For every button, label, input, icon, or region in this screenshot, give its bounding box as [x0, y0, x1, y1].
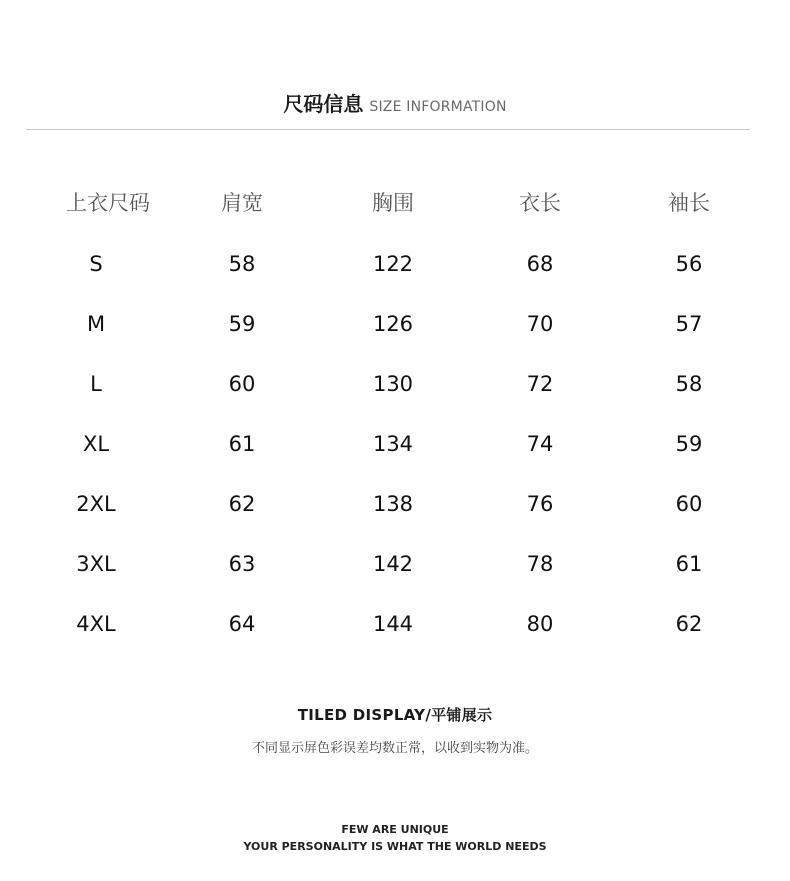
size-cell: 3XL	[76, 552, 116, 576]
section-header	[0, 88, 790, 117]
chest-cell: 122	[372, 252, 414, 276]
color-disclaimer: 不同显示屏色彩误差均数正常，以收到实物为准。	[251, 741, 538, 756]
size-cell: 4XL	[76, 612, 116, 636]
length-cell: 68	[526, 252, 554, 276]
section-title-cn: 尺码信息	[283, 92, 364, 116]
length-cell: 74	[526, 432, 554, 456]
length-cell: 70	[526, 312, 554, 336]
length-cell: 72	[526, 372, 554, 396]
size-cell: L	[90, 372, 102, 396]
column-header-chest: 胸围	[372, 191, 414, 215]
sleeve-cell: 58	[675, 372, 703, 396]
chest-cell: 144	[372, 612, 414, 636]
column-header-shoulder: 肩宽	[221, 191, 263, 215]
section-title-en: SIZE INFORMATION	[369, 99, 507, 115]
size-cell: 2XL	[76, 492, 116, 516]
size-cell: S	[89, 252, 103, 276]
table-row	[0, 481, 790, 527]
table-header-row	[0, 180, 790, 226]
length-cell: 78	[526, 552, 554, 576]
chest-cell: 126	[372, 312, 414, 336]
table-row	[0, 361, 790, 407]
slogan-line-2: YOUR PERSONALITY IS WHAT THE WORLD NEEDS	[243, 840, 547, 853]
chest-cell: 138	[372, 492, 414, 516]
table-row	[0, 421, 790, 467]
length-cell: 76	[526, 492, 554, 516]
chest-cell: 142	[372, 552, 414, 576]
size-cell: M	[86, 312, 106, 336]
column-header-sleeve: 袖长	[668, 191, 710, 215]
shoulder-cell: 59	[228, 312, 256, 336]
table-row	[0, 601, 790, 647]
sleeve-cell: 56	[675, 252, 703, 276]
length-cell: 80	[526, 612, 554, 636]
header-divider	[26, 129, 750, 130]
size-cell: XL	[82, 432, 110, 456]
tiled-display-title: TILED DISPLAY/平铺展示	[297, 706, 493, 724]
sleeve-cell: 60	[675, 492, 703, 516]
shoulder-cell: 61	[228, 432, 256, 456]
sleeve-cell: 57	[675, 312, 703, 336]
table-row	[0, 301, 790, 347]
shoulder-cell: 58	[228, 252, 256, 276]
table-row	[0, 541, 790, 587]
shoulder-cell: 63	[228, 552, 256, 576]
table-row	[0, 241, 790, 287]
column-header-size: 上衣尺码	[66, 191, 150, 215]
chest-cell: 134	[372, 432, 414, 456]
sleeve-cell: 61	[675, 552, 703, 576]
sleeve-cell: 62	[675, 612, 703, 636]
column-header-length: 衣长	[519, 191, 561, 215]
chest-cell: 130	[372, 372, 414, 396]
shoulder-cell: 62	[228, 492, 256, 516]
slogan-line-1: FEW ARE UNIQUE	[341, 823, 449, 836]
shoulder-cell: 64	[228, 612, 256, 636]
shoulder-cell: 60	[228, 372, 256, 396]
sleeve-cell: 59	[675, 432, 703, 456]
